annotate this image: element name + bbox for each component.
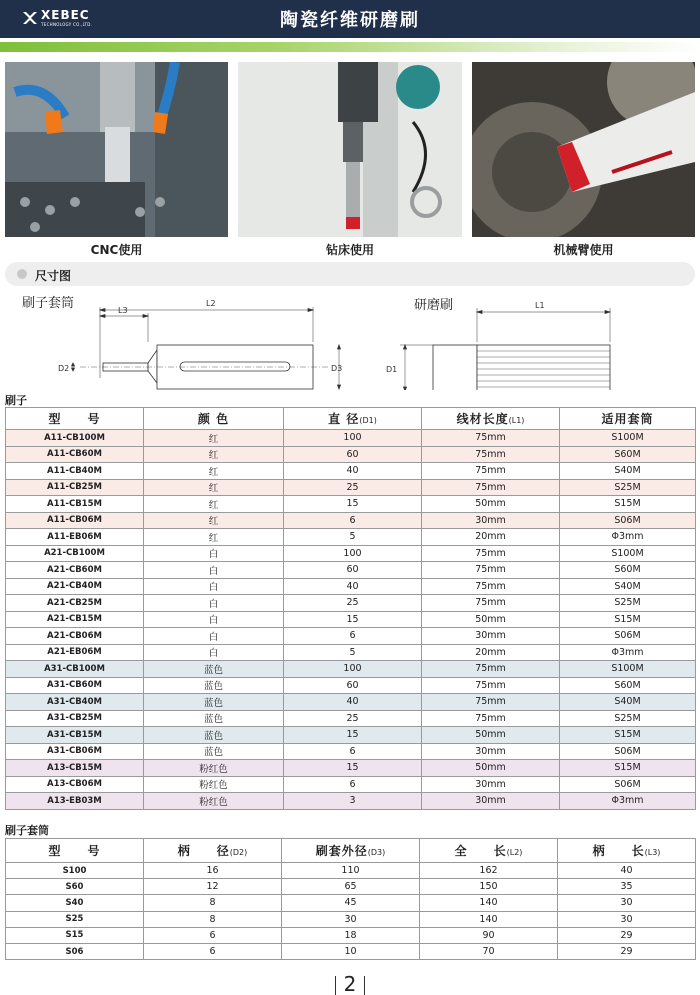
color-cell: 红	[144, 463, 284, 480]
length-cell: 75mm	[422, 578, 560, 595]
model-cell: A11-CB25M	[6, 479, 144, 496]
table-row	[6, 879, 696, 895]
shank-cell: 6	[144, 927, 282, 943]
table-row	[6, 661, 696, 678]
holder-cell: S15M	[560, 727, 696, 744]
table-row	[6, 863, 696, 879]
outer-cell: 110	[282, 863, 420, 879]
color-cell: 蓝色	[144, 727, 284, 744]
holder-cell: S25M	[560, 479, 696, 496]
page-title: 陶瓷纤维研磨刷	[280, 10, 420, 31]
color-cell: 蓝色	[144, 743, 284, 760]
table-row	[6, 710, 696, 727]
length-cell: 75mm	[422, 446, 560, 463]
label-d1: D1	[386, 365, 398, 374]
diameter-cell: 6	[284, 512, 422, 529]
model-cell: A11-CB40M	[6, 463, 144, 480]
table-row	[6, 793, 696, 810]
table-row	[6, 911, 696, 927]
table-row	[6, 578, 696, 595]
table-row	[6, 727, 696, 744]
model-cell: S40	[6, 895, 144, 911]
model-cell: A21-CB60M	[6, 562, 144, 579]
model-cell: S06	[6, 943, 144, 959]
length-cell: 20mm	[422, 529, 560, 546]
model-cell: A13-EB03M	[6, 793, 144, 810]
photo-caption-cnc: CNC使用	[90, 243, 143, 257]
label-l3: L3	[118, 306, 128, 315]
diameter-cell: 6	[284, 628, 422, 645]
diameter-cell: 15	[284, 760, 422, 777]
brush-table-label: 刷子	[5, 394, 27, 407]
shank-cell: 8	[144, 911, 282, 927]
brand-name: XEBEC	[41, 8, 90, 22]
color-cell: 蓝色	[144, 710, 284, 727]
table-row	[6, 463, 696, 480]
outer-cell: 45	[282, 895, 420, 911]
diameter-cell: 60	[284, 446, 422, 463]
diameter-cell: 40	[284, 694, 422, 711]
color-cell: 红	[144, 430, 284, 447]
color-cell: 蓝色	[144, 694, 284, 711]
holder-cell: Φ3mm	[560, 529, 696, 546]
model-cell: A11-CB60M	[6, 446, 144, 463]
diameter-cell: 60	[284, 562, 422, 579]
model-cell: A21-CB15M	[6, 611, 144, 628]
length-cell: 75mm	[422, 710, 560, 727]
diameter-cell: 5	[284, 529, 422, 546]
handle-cell: 29	[558, 943, 696, 959]
color-cell: 红	[144, 529, 284, 546]
model-cell: A21-CB25M	[6, 595, 144, 612]
diameter-cell: 40	[284, 463, 422, 480]
dimension-drawings	[0, 290, 700, 390]
brush-table	[5, 407, 696, 810]
model-cell: S100	[6, 863, 144, 879]
holder-cell: Φ3mm	[560, 793, 696, 810]
table-row	[6, 694, 696, 711]
diameter-cell: 40	[284, 578, 422, 595]
label-d3: D3	[331, 364, 343, 373]
diameter-cell: 15	[284, 727, 422, 744]
table-row	[6, 760, 696, 777]
col-model: 型 号	[6, 839, 144, 863]
col-length: 线材长度(L1)	[422, 408, 560, 430]
shank-cell: 6	[144, 943, 282, 959]
length-cell: 75mm	[422, 661, 560, 678]
model-cell: A31-CB06M	[6, 743, 144, 760]
color-cell: 粉红色	[144, 776, 284, 793]
diameter-cell: 15	[284, 611, 422, 628]
length-cell: 50mm	[422, 760, 560, 777]
table-row	[6, 743, 696, 760]
color-cell: 白	[144, 644, 284, 661]
label-d2: D2	[58, 364, 70, 373]
length-cell: 75mm	[422, 562, 560, 579]
holder-cell: Φ3mm	[560, 644, 696, 661]
table-row	[6, 545, 696, 562]
table-row	[6, 677, 696, 694]
diameter-cell: 25	[284, 710, 422, 727]
holder-cell: S60M	[560, 677, 696, 694]
brush-drawing	[400, 308, 610, 390]
table-row	[6, 430, 696, 447]
robot-arm-photo	[472, 62, 695, 237]
length-cell: 75mm	[422, 595, 560, 612]
diameter-cell: 5	[284, 644, 422, 661]
color-cell: 红	[144, 479, 284, 496]
model-cell: A31-CB100M	[6, 661, 144, 678]
col-color: 颜 色	[144, 408, 284, 430]
green-accent-bar	[0, 42, 700, 52]
shank-cell: 8	[144, 895, 282, 911]
shank-cell: 16	[144, 863, 282, 879]
holder-cell: S100M	[560, 430, 696, 447]
outer-cell: 65	[282, 879, 420, 895]
diameter-cell: 100	[284, 545, 422, 562]
model-cell: A21-CB40M	[6, 578, 144, 595]
photo-caption-drill: 钻床使用	[325, 243, 374, 257]
total-cell: 162	[420, 863, 558, 879]
model-cell: S15	[6, 927, 144, 943]
holder-cell: S06M	[560, 743, 696, 760]
handle-cell: 40	[558, 863, 696, 879]
table-row	[6, 628, 696, 645]
table-row	[6, 562, 696, 579]
outer-cell: 10	[282, 943, 420, 959]
length-cell: 75mm	[422, 479, 560, 496]
holder-cell: S15M	[560, 611, 696, 628]
page-number-divider	[364, 976, 365, 995]
model-cell: A21-EB06M	[6, 644, 144, 661]
holder-cell: S60M	[560, 562, 696, 579]
color-cell: 白	[144, 628, 284, 645]
model-cell: A13-CB06M	[6, 776, 144, 793]
table-row	[6, 943, 696, 959]
color-cell: 蓝色	[144, 677, 284, 694]
model-cell: A11-CB06M	[6, 512, 144, 529]
model-cell: A31-CB60M	[6, 677, 144, 694]
model-cell: A13-CB15M	[6, 760, 144, 777]
total-cell: 150	[420, 879, 558, 895]
length-cell: 30mm	[422, 628, 560, 645]
handle-cell: 30	[558, 895, 696, 911]
brush-table-header	[6, 408, 696, 430]
color-cell: 白	[144, 562, 284, 579]
handle-cell: 30	[558, 911, 696, 927]
length-cell: 30mm	[422, 793, 560, 810]
length-cell: 75mm	[422, 545, 560, 562]
col-handle-length: 柄 长(L3)	[558, 839, 696, 863]
outer-cell: 18	[282, 927, 420, 943]
col-total-length: 全 长(L2)	[420, 839, 558, 863]
length-cell: 20mm	[422, 644, 560, 661]
shank-cell: 12	[144, 879, 282, 895]
holder-cell: S40M	[560, 578, 696, 595]
brand-subtitle: TECHNOLOGY CO.,LTD.	[41, 22, 93, 27]
drill-press-photo	[238, 62, 462, 237]
table-row	[6, 496, 696, 513]
length-cell: 75mm	[422, 463, 560, 480]
color-cell: 粉红色	[144, 760, 284, 777]
holder-cell: S06M	[560, 776, 696, 793]
holder-cell: S15M	[560, 760, 696, 777]
brush-diagram-title: 研磨刷	[414, 298, 454, 313]
length-cell: 75mm	[422, 677, 560, 694]
holder-cell: S25M	[560, 710, 696, 727]
col-holder: 适用套筒	[560, 408, 696, 430]
diameter-cell: 6	[284, 743, 422, 760]
label-l1: L1	[535, 301, 545, 310]
model-cell: A11-CB15M	[6, 496, 144, 513]
holder-table	[5, 838, 696, 960]
photo-caption-robot: 机械臂使用	[553, 243, 614, 257]
table-row	[6, 446, 696, 463]
page-header	[0, 0, 700, 38]
table-row	[6, 595, 696, 612]
model-cell: S60	[6, 879, 144, 895]
holder-cell: S06M	[560, 628, 696, 645]
length-cell: 75mm	[422, 694, 560, 711]
model-cell: S25	[6, 911, 144, 927]
diameter-cell: 25	[284, 595, 422, 612]
model-cell: A21-CB06M	[6, 628, 144, 645]
table-row	[6, 512, 696, 529]
handle-cell: 29	[558, 927, 696, 943]
color-cell: 白	[144, 578, 284, 595]
col-diameter: 直 径(D1)	[284, 408, 422, 430]
diameter-cell: 25	[284, 479, 422, 496]
color-cell: 粉红色	[144, 793, 284, 810]
model-cell: A31-CB25M	[6, 710, 144, 727]
table-row	[6, 644, 696, 661]
diameter-cell: 100	[284, 661, 422, 678]
holder-table-label: 刷子套筒	[5, 824, 49, 837]
holder-cell: S25M	[560, 595, 696, 612]
table-row	[6, 895, 696, 911]
holder-cell: S60M	[560, 446, 696, 463]
holder-cell: S40M	[560, 463, 696, 480]
col-shank-diameter: 柄 径(D2)	[144, 839, 282, 863]
diameter-cell: 15	[284, 496, 422, 513]
color-cell: 白	[144, 595, 284, 612]
holder-table-header	[6, 839, 696, 863]
color-cell: 红	[144, 496, 284, 513]
model-cell: A31-CB15M	[6, 727, 144, 744]
label-l2: L2	[206, 299, 216, 308]
color-cell: 白	[144, 545, 284, 562]
model-cell: A11-EB06M	[6, 529, 144, 546]
page-number-text: 2	[343, 972, 357, 995]
model-cell: A21-CB100M	[6, 545, 144, 562]
diameter-cell: 6	[284, 776, 422, 793]
holder-drawing	[72, 307, 341, 389]
section-title: 尺寸图	[35, 269, 72, 283]
table-row	[6, 927, 696, 943]
color-cell: 红	[144, 446, 284, 463]
holder-cell: S100M	[560, 661, 696, 678]
length-cell: 50mm	[422, 611, 560, 628]
handle-cell: 35	[558, 879, 696, 895]
page-number-divider	[335, 976, 336, 995]
diameter-cell: 60	[284, 677, 422, 694]
total-cell: 140	[420, 911, 558, 927]
holder-cell: S100M	[560, 545, 696, 562]
length-cell: 75mm	[422, 430, 560, 447]
length-cell: 50mm	[422, 496, 560, 513]
holder-cell: S06M	[560, 512, 696, 529]
model-cell: A11-CB100M	[6, 430, 144, 447]
col-outer-diameter: 刷套外径(D3)	[282, 839, 420, 863]
holder-cell: S15M	[560, 496, 696, 513]
outer-cell: 30	[282, 911, 420, 927]
total-cell: 90	[420, 927, 558, 943]
holder-cell: S40M	[560, 694, 696, 711]
length-cell: 30mm	[422, 776, 560, 793]
color-cell: 蓝色	[144, 661, 284, 678]
diameter-cell: 3	[284, 793, 422, 810]
model-cell: A31-CB40M	[6, 694, 144, 711]
total-cell: 140	[420, 895, 558, 911]
col-model: 型 号	[6, 408, 144, 430]
bullet-dot-icon	[17, 269, 27, 279]
length-cell: 30mm	[422, 512, 560, 529]
table-row	[6, 529, 696, 546]
cnc-photo	[5, 62, 228, 237]
page-number	[0, 972, 700, 995]
diameter-cell: 100	[284, 430, 422, 447]
table-row	[6, 479, 696, 496]
total-cell: 70	[420, 943, 558, 959]
table-row	[6, 776, 696, 793]
holder-diagram-title: 刷子套筒	[22, 296, 75, 311]
color-cell: 红	[144, 512, 284, 529]
color-cell: 白	[144, 611, 284, 628]
length-cell: 50mm	[422, 727, 560, 744]
dimension-section-header	[5, 262, 695, 286]
length-cell: 30mm	[422, 743, 560, 760]
table-row	[6, 611, 696, 628]
